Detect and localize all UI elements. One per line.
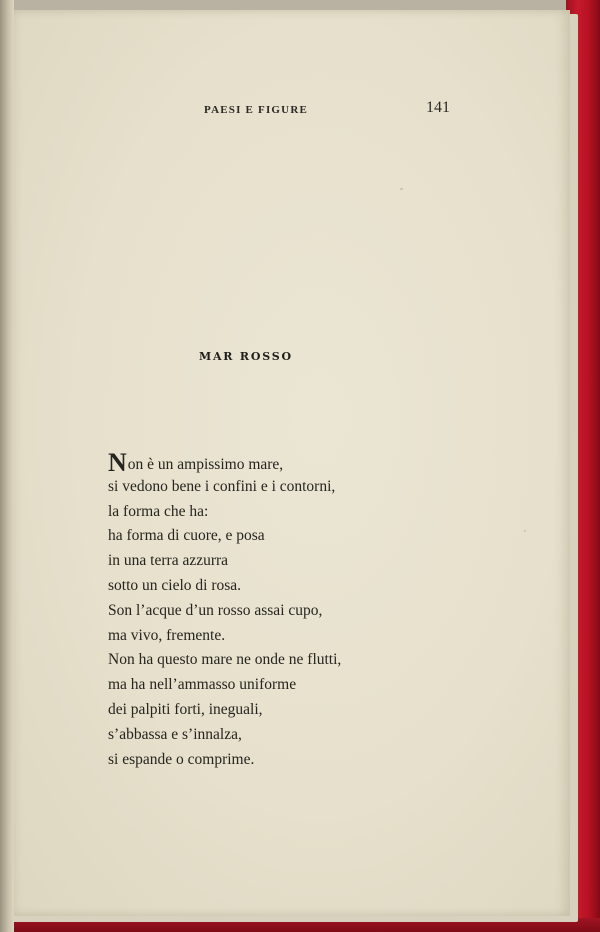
poem-line	[108, 450, 341, 475]
poem-title: MAR ROSSO	[199, 350, 293, 363]
poem-line-text: on è un ampissimo mare,	[127, 456, 284, 473]
poem-line: ma vivo, fremente.	[108, 626, 226, 644]
poem-line: si vedono bene i confini e i contorni,	[108, 477, 336, 495]
poem-line: dei palpiti forti, ineguali,	[108, 700, 263, 718]
page-number: 141	[426, 99, 450, 116]
poem-line: la forma che ha:	[108, 502, 209, 520]
poem-line: in una terra azzurra	[108, 552, 229, 570]
running-header: PAESI E FIGURE	[204, 104, 308, 116]
poem-line: sotto un cielo di rosa.	[108, 576, 242, 594]
drop-cap: N	[108, 448, 127, 477]
poem-line: s’abbassa e s’innalza,	[108, 725, 242, 743]
poem-line: si espande o comprime.	[108, 750, 255, 768]
poem-line: Son l’acque d’un rosso assai cupo,	[108, 601, 323, 619]
poem-line: Non ha questo mare ne onde ne flutti,	[108, 651, 342, 669]
page-gutter	[0, 0, 14, 932]
poem-line: ha forma di cuore, e posa	[108, 527, 265, 545]
poem-body	[108, 450, 341, 772]
poem-line: ma ha nell’ammasso uniforme	[108, 676, 297, 694]
paper-speck	[400, 188, 403, 190]
paper-speck	[524, 530, 526, 532]
